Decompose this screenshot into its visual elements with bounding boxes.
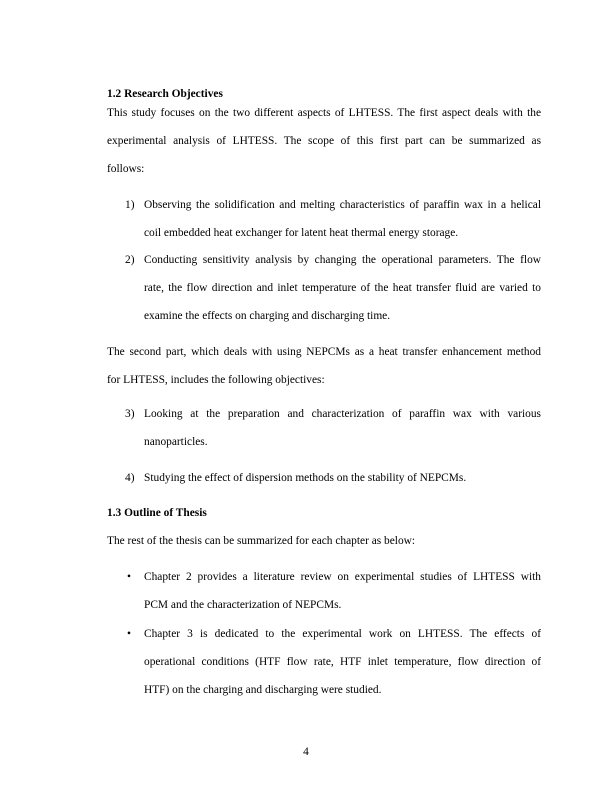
bullet-icon: •	[127, 628, 131, 640]
list-item-line: operational conditions (HTF flow rate, HTF inlet temperature, flow direction of	[144, 656, 541, 668]
list-item-number: 2)	[125, 254, 135, 266]
list-item-number: 4)	[125, 472, 135, 484]
list-item-line: nanoparticles.	[144, 436, 208, 448]
list-item-line: Chapter 3 is dedicated to the experimental work on LHTESS. The effects of	[144, 628, 541, 640]
paragraph-line: experimental analysis of LHTESS. The scope of this first part can be summarized as	[107, 135, 541, 147]
paragraph-line: follows:	[107, 163, 145, 175]
list-item-line: coil embedded heat exchanger for latent heat thermal energy storage.	[144, 227, 459, 239]
paragraph-line: The rest of the thesis can be summarized for each chapter as below:	[107, 535, 416, 547]
bullet-icon: •	[127, 571, 131, 583]
list-item-number: 1)	[125, 199, 135, 211]
list-item-line: PCM and the characterization of NEPCMs.	[144, 599, 342, 611]
list-item-line: Conducting sensitivity analysis by changing the operational parameters. The flow	[144, 254, 541, 266]
page-number: 4	[303, 746, 309, 758]
section-heading-outline-of-thesis: 1.3 Outline of Thesis	[107, 507, 207, 519]
list-item-number: 3)	[125, 408, 135, 420]
section-heading-research-objectives: 1.2 Research Objectives	[107, 88, 223, 100]
paragraph-line: for LHTESS, includes the following objectives:	[107, 374, 325, 386]
list-item-line: Chapter 2 provides a literature review on experimental studies of LHTESS with	[144, 571, 541, 583]
list-item-line: Looking at the preparation and characterization of paraffin wax with various	[144, 408, 541, 420]
paragraph-line: The second part, which deals with using NEPCMs as a heat transfer enhancement method	[107, 346, 541, 358]
list-item-line: rate, the flow direction and inlet temperature of the heat transfer fluid are varied to	[144, 282, 541, 294]
list-item-line: examine the effects on charging and discharging time.	[144, 310, 391, 322]
paragraph-line: This study focuses on the two different aspects of LHTESS. The first aspect deals with the	[107, 107, 541, 119]
list-item-line: HTF) on the charging and discharging were studied.	[144, 684, 382, 696]
list-item-line: Studying the effect of dispersion methods on the stability of NEPCMs.	[144, 472, 467, 484]
list-item-line: Observing the solidification and melting characteristics of paraffin wax in a helical	[144, 199, 541, 211]
